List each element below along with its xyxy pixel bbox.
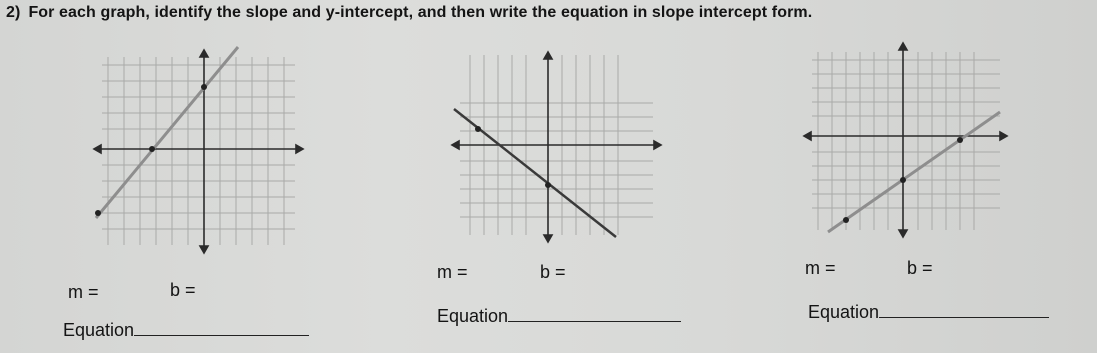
equation-blank-1[interactable]	[134, 321, 309, 336]
equation-row-1	[63, 320, 309, 341]
intercept-label-3: b =	[907, 258, 933, 278]
graph-3-point	[900, 177, 906, 183]
y-axis-arrow-up	[899, 43, 907, 50]
graph-2-svg	[448, 45, 663, 245]
y-axis-arrow-up	[200, 50, 208, 57]
y-axis-arrow-up	[544, 52, 552, 59]
graph-3-point	[843, 217, 849, 223]
graph-1-point	[149, 146, 155, 152]
slope-label-3: m =	[805, 258, 836, 278]
graph-2	[448, 45, 663, 245]
question-text: For each graph, identify the slope and y-intercept, and then write the equation in slope intercept form.	[28, 4, 813, 21]
equation-label-2: Equation	[437, 306, 509, 326]
graph-3-svg	[800, 40, 1010, 240]
equation-blank-3[interactable]	[879, 303, 1049, 318]
intercept-label-2: b =	[540, 262, 566, 282]
graph-3	[800, 40, 1010, 240]
equation-label-3: Equation	[808, 302, 880, 322]
slope-label-1: m =	[68, 282, 99, 302]
y-axis-arrow-down	[899, 230, 907, 237]
graph-1-point	[201, 84, 207, 90]
y-axis-arrow-down	[200, 246, 208, 253]
equation-label-1: Equation	[63, 320, 135, 340]
y-axis-arrow-down	[544, 235, 552, 242]
graph-2-point	[475, 126, 481, 132]
graph-2-point	[545, 182, 551, 188]
equation-row-3	[808, 302, 1049, 323]
x-axis-arrow-right	[654, 141, 661, 149]
x-axis-arrow-left	[804, 132, 811, 140]
question-number: 2)	[6, 4, 21, 21]
graph-1-svg	[90, 45, 305, 260]
graph-1	[90, 45, 305, 260]
graph-3-point	[957, 137, 963, 143]
equation-row-2	[437, 306, 681, 327]
x-axis-arrow-left	[452, 141, 459, 149]
x-axis-arrow-right	[296, 145, 303, 153]
x-axis-arrow-left	[94, 145, 101, 153]
x-axis-arrow-right	[1000, 132, 1007, 140]
question-prompt	[6, 4, 812, 22]
equation-blank-2[interactable]	[508, 307, 681, 322]
slope-label-2: m =	[437, 262, 468, 282]
graph-1-line	[96, 47, 238, 218]
intercept-label-1: b =	[170, 280, 196, 300]
graph-1-point	[95, 210, 101, 216]
